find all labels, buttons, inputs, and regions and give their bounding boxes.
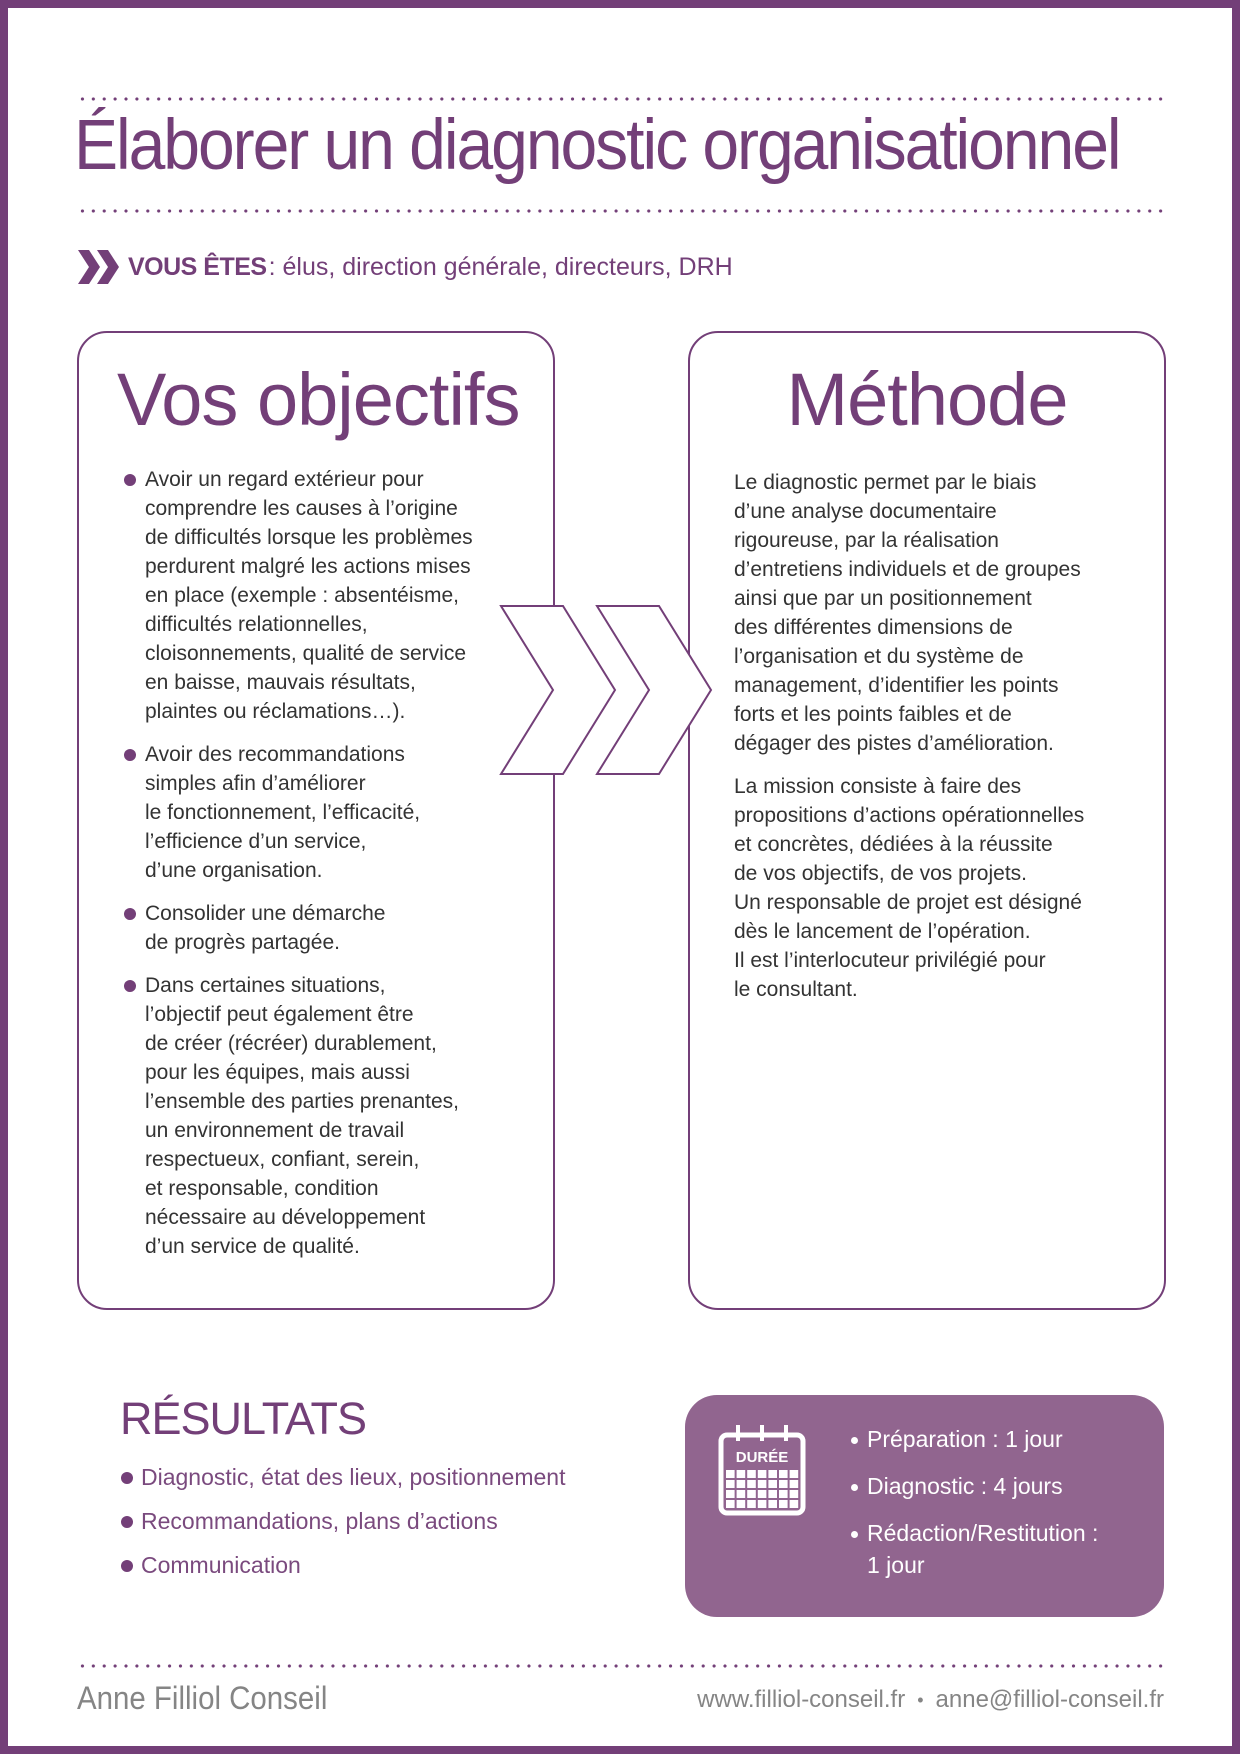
method-body	[734, 468, 1154, 1018]
objective-item	[124, 740, 544, 885]
calendar-cell	[737, 1470, 746, 1478]
objectives-list	[124, 465, 544, 1275]
bullet-icon	[121, 1560, 133, 1572]
method-title: Méthode	[786, 358, 1068, 441]
results-title: RÉSULTATS	[120, 1393, 367, 1444]
calendar-cell	[758, 1500, 767, 1508]
calendar-cell	[737, 1490, 746, 1498]
duration-item	[850, 1470, 1098, 1502]
method-paragraph: La mission consiste à faire des propositions d’actions opérationnelles et concrètes, dédiées à la réussite de vos objectifs, de vos projets. Un responsable de projet est désigné dès le lancement de l’opération. Il est l’interlocuteur privilégié pour le consultant.	[734, 775, 1085, 1001]
bullet-icon	[124, 908, 136, 920]
objective-text: Avoir un regard extérieur pour comprendre les causes à l’origine de difficultés lorsque les problèmes perdurent malgré les actions mises en place (exemple : absentéisme, difficultés relationnelles, cloisonnements, qualité de service en baisse, mauvais résultats, plaintes ou réclamations…).	[145, 468, 473, 723]
bullet-icon	[851, 1484, 858, 1491]
duration-item	[850, 1517, 1098, 1581]
audience-label: VOUS ÊTES	[128, 252, 267, 281]
dotted-divider-footer	[77, 1664, 1165, 1668]
method-card	[688, 331, 1166, 1310]
bullet-icon	[124, 980, 136, 992]
duration-text: Diagnostic : 4 jours	[867, 1473, 1063, 1499]
website-link[interactable]: www.filliol-conseil.fr	[697, 1686, 906, 1713]
objective-text: Consolider une démarche de progrès partagée.	[145, 902, 386, 954]
bullet-icon	[124, 749, 136, 761]
method-paragraph: Le diagnostic permet par le biais d’une analyse documentaire rigoureuse, par la réalisation d’entretiens individuels et de groupes ainsi que par un positionnement des différentes dimensions de l’organisation et du système de management, d’identifier les points forts et les points faibles et de dégager des pistes d’amélioration.	[734, 471, 1081, 755]
calendar-cell	[790, 1500, 799, 1508]
calendar-cell	[779, 1470, 788, 1478]
calendar-icon	[718, 1424, 806, 1516]
calendar-cell	[779, 1480, 788, 1488]
audience-line	[78, 250, 733, 284]
objective-text: Avoir des recommandations simples afin d’améliorer le fonctionnement, l’efficacité, l’efficience d’un service, d’une organisation.	[145, 743, 421, 882]
result-item	[120, 1506, 565, 1550]
bullet-icon	[121, 1472, 133, 1484]
result-item	[120, 1550, 565, 1594]
calendar-cell	[747, 1470, 756, 1478]
results-list	[120, 1462, 565, 1594]
calendar-cell	[790, 1490, 799, 1498]
email-link[interactable]: anne@filliol-conseil.fr	[935, 1686, 1164, 1713]
calendar-cell	[768, 1480, 777, 1488]
calendar-cell	[747, 1480, 756, 1488]
footer-separator: •	[917, 1690, 924, 1710]
duration-panel	[685, 1395, 1164, 1617]
calendar-cell	[790, 1480, 799, 1488]
calendar-cell	[758, 1480, 767, 1488]
objectives-card	[77, 331, 555, 1310]
calendar-cell	[737, 1480, 746, 1488]
dotted-divider-top	[77, 97, 1165, 101]
dotted-divider-bottom	[77, 209, 1165, 213]
calendar-cell	[758, 1490, 767, 1498]
duration-list	[850, 1423, 1098, 1596]
duration-text: Rédaction/Restitution : 1 jour	[867, 1520, 1099, 1578]
calendar-cell	[726, 1490, 735, 1498]
page-title: Élaborer un diagnostic organisationnel	[74, 106, 1120, 185]
calendar-cell	[726, 1470, 735, 1478]
calendar-cell	[779, 1490, 788, 1498]
calendar-cell	[726, 1480, 735, 1488]
chevron-arrow-left	[501, 606, 615, 774]
objective-item	[124, 899, 544, 957]
calendar-cell	[747, 1500, 756, 1508]
calendar-cell	[790, 1470, 799, 1478]
bullet-icon	[851, 1437, 858, 1444]
bullet-icon	[124, 474, 136, 486]
calendar-cell	[768, 1490, 777, 1498]
calendar-cell	[747, 1490, 756, 1498]
result-text: Communication	[141, 1552, 301, 1578]
calendar-cell	[726, 1500, 735, 1508]
calendar-icon-label: DURÉE	[735, 1449, 789, 1466]
result-item	[120, 1462, 565, 1506]
result-text: Diagnostic, état des lieux, positionnement	[141, 1464, 566, 1490]
bullet-icon	[851, 1531, 858, 1538]
objectives-title: Vos objectifs	[117, 358, 520, 441]
duration-item	[850, 1423, 1098, 1455]
calendar-cell	[758, 1470, 767, 1478]
result-text: Recommandations, plans d’actions	[141, 1508, 498, 1534]
duration-text: Préparation : 1 jour	[867, 1426, 1063, 1452]
calendar-cell	[779, 1500, 788, 1508]
objective-text: Dans certaines situations, l’objectif peut également être de créer (récréer) durablement, pour les équipes, mais aussi l’ensemble des parties prenantes, un environnement de travail respectueux, confiant, serein, et responsable, condition nécessaire au développement d’un service de qualité.	[145, 974, 460, 1258]
footer-brand: Anne Filliol Conseil	[77, 1680, 328, 1716]
footer-contact	[697, 1688, 1164, 1712]
calendar-cell	[768, 1470, 777, 1478]
audience-value: : élus, direction générale, directeurs, DRH	[268, 252, 733, 281]
objective-item	[124, 971, 544, 1261]
bullet-icon	[121, 1516, 133, 1528]
calendar-cell	[737, 1500, 746, 1508]
objective-item	[124, 465, 544, 726]
double-chevron-right-icon	[78, 250, 120, 284]
calendar-cell	[768, 1500, 777, 1508]
chevron-arrows-icon	[495, 600, 725, 780]
